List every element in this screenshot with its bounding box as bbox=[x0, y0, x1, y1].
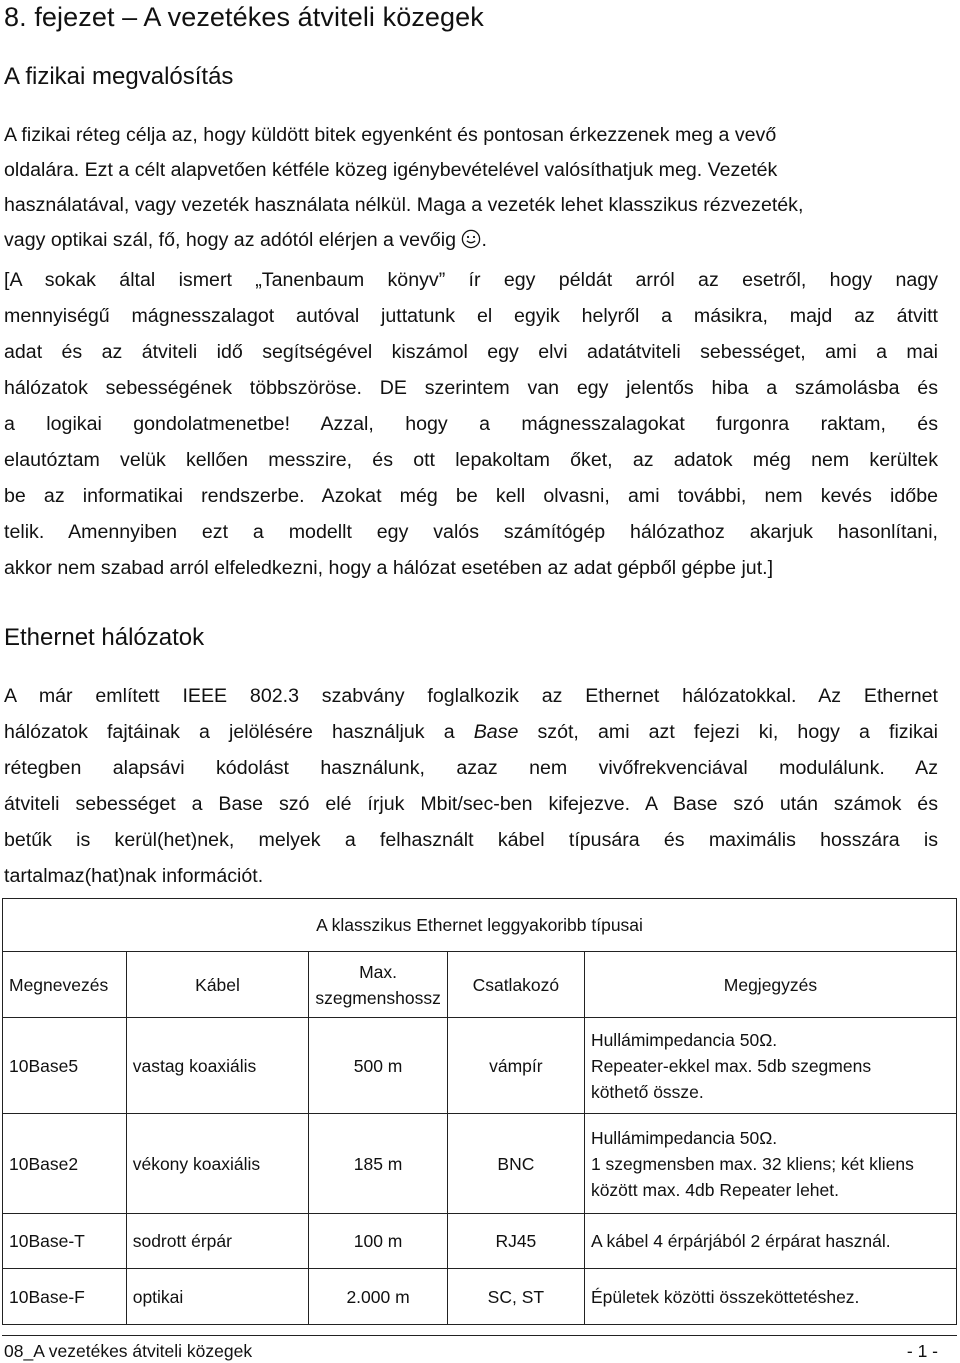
cell-cable: sodrott érpár bbox=[126, 1214, 309, 1269]
paragraph-line: telik. Amennyiben ezt a modellt egy valós számítógép hálózathoz akarjuk hasonlítani, bbox=[4, 521, 938, 543]
note-line: köthető össze. bbox=[590, 1081, 704, 1102]
cell-name: 10Base-T bbox=[3, 1214, 127, 1269]
ethernet-types-table bbox=[2, 898, 957, 1325]
intro-line: oldalára. Ezt a célt alapvetően kétféle közeg igénybevételével valósíthatjuk meg. Vezeték bbox=[4, 159, 778, 181]
note-line: A kábel 4 érpárjából 2 érpárat használ. bbox=[590, 1231, 891, 1251]
header-cell: Megjegyzés bbox=[584, 952, 956, 1018]
paragraph-line: hálózatok sebességének többszöröse. DE szerintem van egy jelentős hiba a számolásba és bbox=[4, 377, 938, 399]
footer-document-name: 08_A vezetékes átviteli közegek bbox=[4, 1341, 253, 1361]
header-cell: Megnevezés bbox=[3, 952, 127, 1018]
cell-length: 185 m bbox=[309, 1114, 447, 1214]
paragraph-line: akkor nem szabad arról elfeledkezni, hogy a hálózat esetében az adat gépből gépbe jut.] bbox=[4, 557, 774, 579]
cell-connector: SC, ST bbox=[447, 1269, 584, 1325]
paragraph-line: mennyiségű mágnesszalagot autóval juttatunk el egyik helyről a másikra, majd az átvitt bbox=[4, 305, 938, 327]
paragraph-line: átviteli sebességet a Base szó elé írjuk Mbit/sec-ben kifejezve. A Base szó után számok és bbox=[4, 793, 938, 815]
footer-page-number: - 1 - bbox=[906, 1341, 938, 1361]
section-title-physical: A fizikai megvalósítás bbox=[4, 63, 234, 90]
note-line: 1 szegmensben max. 32 kliens; két kliens bbox=[590, 1153, 914, 1174]
paragraph-line: be az informatikai rendszerbe. Azokat még be kell olvasni, ami további, nem kevés időbe bbox=[4, 485, 938, 507]
intro-line: használatával, vagy vezeték használata nélkül. Maga a vezeték lehet klasszikus rézvezeték, bbox=[4, 194, 804, 216]
intro-line-last: vagy optikai szál, fő, hogy az adótól elérjen a vevőig . bbox=[4, 229, 487, 251]
header-cell: Kábel bbox=[126, 952, 309, 1018]
cell-length: 500 m bbox=[309, 1018, 447, 1114]
cell-connector: vámpír bbox=[447, 1018, 584, 1114]
paragraph-line: betűk is kerül(het)nek, melyek a felhasznált kábel típusára és maximális hosszára is bbox=[4, 829, 938, 851]
paragraph-line: a logikai gondolatmenetbe! Azzal, hogy a mágnesszalagokat furgonra raktam, és bbox=[4, 413, 938, 435]
intro-line-text: vagy optikai szál, fő, hogy az adótól elérjen a vevőig bbox=[4, 229, 457, 251]
line-text: szót, ami azt fejezi ki, hogy a fizikai bbox=[518, 721, 939, 743]
table-caption: A klasszikus Ethernet leggyakoribb típusai bbox=[3, 899, 957, 952]
paragraph-line: elautóztam velük kellően messzire, és ott lepakoltam őket, az adatok még nem kerültek bbox=[4, 449, 938, 471]
cell-name: 10Base-F bbox=[3, 1269, 127, 1325]
paragraph-line: A már említett IEEE 802.3 szabvány foglalkozik az Ethernet hálózatokkal. Az Ethernet bbox=[4, 685, 938, 707]
cell-connector: RJ45 bbox=[447, 1214, 584, 1269]
paragraph-line: [A sokak által ismert „Tanenbaum könyv” ír egy példát arról az esetről, hogy nagy bbox=[4, 269, 938, 291]
paragraph-line bbox=[4, 714, 938, 750]
header-cell: Csatlakozó bbox=[447, 952, 584, 1018]
note-line: Hullámimpedancia 50Ω. bbox=[590, 1029, 778, 1050]
header-cell: Max. szegmenshossz bbox=[309, 952, 447, 1018]
cell-cable: vékony koaxiális bbox=[126, 1114, 309, 1214]
cell-note bbox=[584, 1214, 956, 1269]
cell-note bbox=[584, 1114, 956, 1214]
note-line: Hullámimpedancia 50Ω. bbox=[590, 1127, 778, 1148]
base-term: Base bbox=[473, 721, 519, 743]
cell-name: 10Base2 bbox=[3, 1114, 127, 1214]
cell-cable: optikai bbox=[126, 1269, 309, 1325]
smiley-face-icon bbox=[461, 229, 481, 249]
paragraph-line: tartalmaz(hat)nak információt. bbox=[4, 865, 264, 887]
tanenbaum-paragraph bbox=[4, 262, 938, 586]
footer-divider bbox=[2, 1335, 957, 1336]
table-row bbox=[3, 1114, 957, 1214]
cell-connector: BNC bbox=[447, 1114, 584, 1214]
cell-name: 10Base5 bbox=[3, 1018, 127, 1114]
paragraph-line: rétegben alapsávi kódolást használunk, azaz nem vivőfrekvenciával modulálunk. Az bbox=[4, 757, 938, 779]
table-row bbox=[3, 1269, 957, 1325]
cell-length: 2.000 m bbox=[309, 1269, 447, 1325]
intro-paragraph bbox=[4, 118, 938, 258]
chapter-title: 8. fejezet – A vezetékes átviteli közegek bbox=[4, 2, 484, 32]
note-line: Épületek közötti összeköttetéshez. bbox=[590, 1286, 860, 1307]
note-line: között max. 4db Repeater lehet. bbox=[590, 1179, 839, 1200]
intro-line: A fizikai réteg célja az, hogy küldött bitek egyenként és pontosan érkezzenek meg a vevő bbox=[4, 124, 777, 146]
cell-note bbox=[584, 1018, 956, 1114]
cell-cable: vastag koaxiális bbox=[126, 1018, 309, 1114]
table-row bbox=[3, 1018, 957, 1114]
table-caption-row bbox=[3, 899, 957, 952]
note-line: Repeater-ekkel max. 5db szegmens bbox=[590, 1055, 872, 1076]
table-header-row bbox=[3, 952, 957, 1018]
section-title-ethernet: Ethernet hálózatok bbox=[4, 624, 205, 651]
cell-length: 100 m bbox=[309, 1214, 447, 1269]
paragraph-line: adat és az átviteli idő segítségével kiszámol egy elvi adatátviteli sebességet, ami a mai bbox=[4, 341, 938, 363]
ethernet-paragraph bbox=[4, 678, 938, 894]
cell-note bbox=[584, 1269, 956, 1325]
line-text: hálózatok fajtáinak a jelölésére használjuk a bbox=[4, 721, 474, 743]
table-row bbox=[3, 1214, 957, 1269]
